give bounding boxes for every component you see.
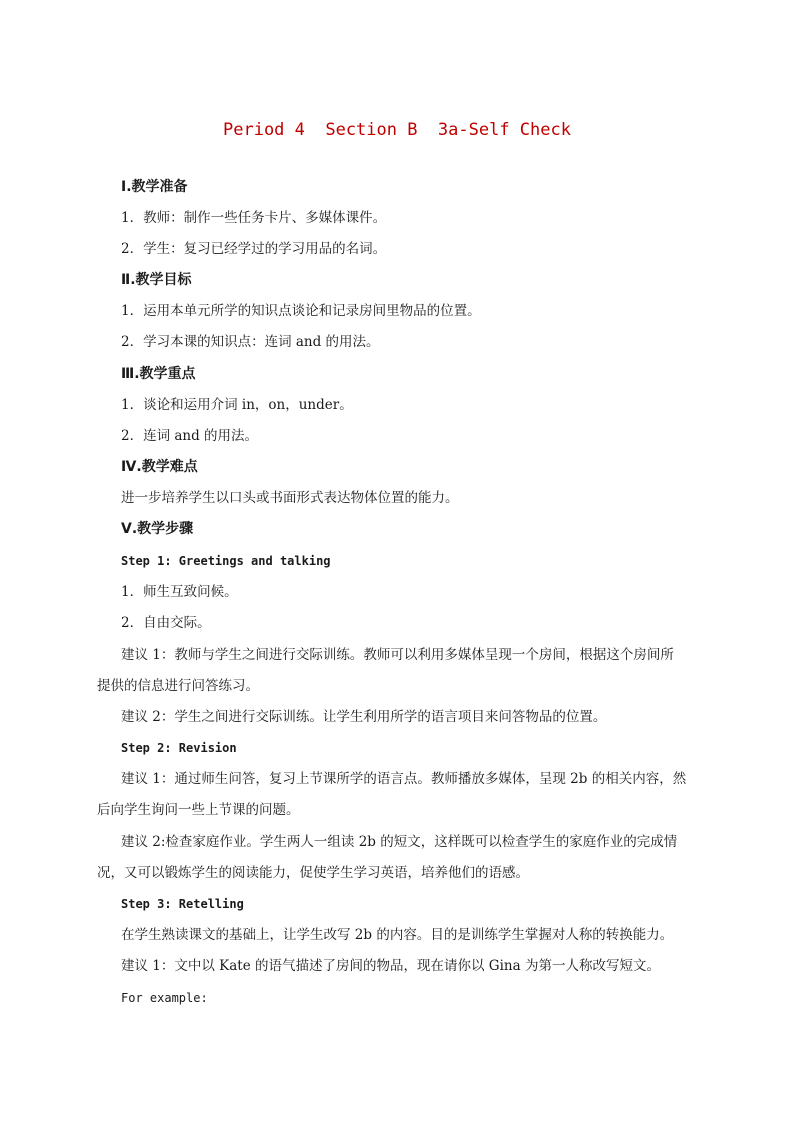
text-line: 提供的信息进行问答练习。 (97, 678, 259, 694)
section-heading-key-points: Ⅲ.教学重点 (121, 366, 196, 382)
section-heading-difficulties: Ⅳ.教学难点 (121, 459, 198, 475)
text-line: 2．学生：复习已经学过的学习用品的名词。 (121, 241, 387, 257)
page-title: Period 4 Section B 3a-Self Check (223, 120, 571, 140)
step-heading-2: Step 2: Revision (121, 741, 237, 755)
text-line: 2．学习本课的知识点：连词 and 的用法。 (121, 334, 380, 350)
text-line: 后向学生询问一些上节课的问题。 (97, 802, 300, 818)
text-line: 建议 1：教师与学生之间进行交际训练。教师可以利用多媒体呈现一个房间，根据这个房间所 (121, 647, 674, 663)
text-line: 建议 1：文中以 Kate 的语气描述了房间的物品，现在请你以 Gina 为第一人称改写短文。 (121, 958, 660, 974)
text-line: 在学生熟读课文的基础上，让学生改写 2b 的内容。目的是训练学生掌握对人称的转换能力。 (121, 927, 674, 943)
section-heading-objectives: Ⅱ.教学目标 (121, 272, 192, 288)
text-line: 1．运用本单元所学的知识点谈论和记录房间里物品的位置。 (121, 303, 481, 319)
step-heading-1: Step 1: Greetings and talking (121, 554, 331, 568)
step-heading-3: Step 3: Retelling (121, 897, 244, 911)
text-line: 2．自由交际。 (121, 615, 211, 631)
text-line: For example: (121, 991, 208, 1005)
text-line: 况，又可以锻炼学生的阅读能力，促使学生学习英语，培养他们的语感。 (97, 865, 529, 881)
text-line: 1．谈论和运用介词 in，on，under。 (121, 397, 353, 413)
text-line: 1．师生互致问候。 (121, 584, 238, 600)
text-line: 建议 1：通过师生问答，复习上节课所学的语言点。教师播放多媒体，呈现 2b 的相关内容，然 (121, 771, 687, 787)
text-line: 2．连词 and 的用法。 (121, 428, 259, 444)
text-line: 建议 2:检查家庭作业。学生两人一组读 2b 的短文，这样既可以检查学生的家庭作业的完成情 (121, 834, 678, 850)
text-line: 进一步培养学生以口头或书面形式表达物体位置的能力。 (121, 490, 459, 506)
text-line: 建议 2：学生之间进行交际训练。让学生利用所学的语言项目来问答物品的位置。 (121, 709, 607, 725)
text-line: 1．教师：制作一些任务卡片、多媒体课件。 (121, 210, 387, 226)
section-heading-preparation: Ⅰ.教学准备 (121, 179, 188, 195)
section-heading-steps: Ⅴ.教学步骤 (121, 521, 194, 537)
